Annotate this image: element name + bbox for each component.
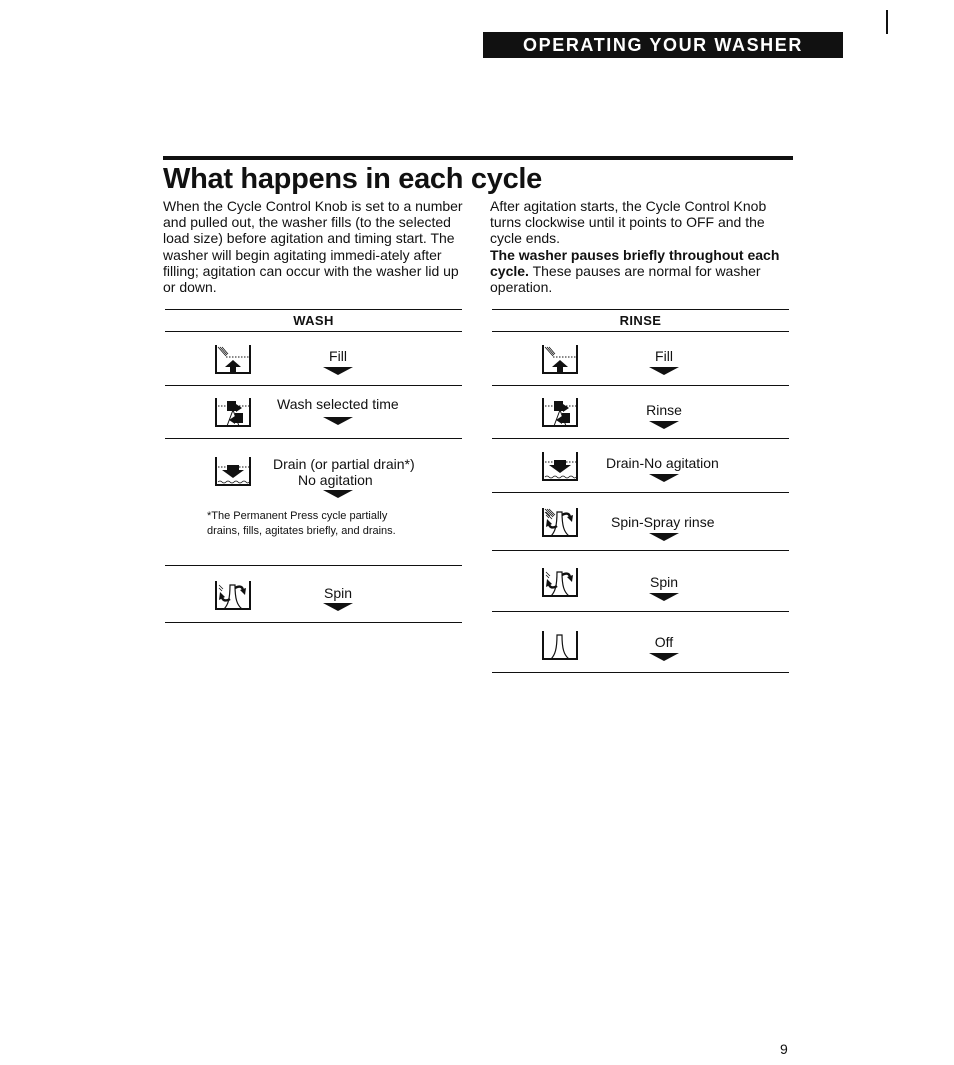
step-arrow-icon xyxy=(649,474,679,482)
wash-spin-label: Spin xyxy=(323,585,353,601)
wash-fill-row xyxy=(165,332,462,386)
intro-right-text: After agitation starts, the Cycle Control Knob turns clockwise until it points to OFF and the cycle ends. xyxy=(490,198,767,247)
wash-spin-row xyxy=(165,565,462,623)
edge-mark xyxy=(886,10,888,34)
wash-column xyxy=(165,309,462,623)
agitate-tub-icon xyxy=(213,396,253,428)
step-arrow-icon xyxy=(323,490,353,498)
wash-header: WASH xyxy=(165,309,462,332)
wash-drain-row xyxy=(165,439,462,551)
rinse-header: RINSE xyxy=(492,309,789,332)
step-arrow-icon xyxy=(649,367,679,375)
step-arrow-icon xyxy=(649,421,679,429)
wash-fill-label: Fill xyxy=(329,348,347,364)
rinse-drain-label: Drain-No agitation xyxy=(606,455,719,471)
wash-agitate-row xyxy=(165,386,462,439)
permanent-press-note xyxy=(207,509,396,539)
rinse-agitate-row xyxy=(492,386,789,439)
page-title: What happens in each cycle xyxy=(163,163,542,195)
pause-note-rest: These pauses are normal for washer operation. xyxy=(490,262,761,296)
step-arrow-icon xyxy=(323,603,353,611)
note-line-2: drains, fills, agitates briefly, and drains. xyxy=(207,525,396,537)
rinse-column xyxy=(492,309,789,673)
spin-spray-tub-icon xyxy=(540,506,580,538)
rinse-spin-row xyxy=(492,551,789,612)
intro-left-text: When the Cycle Control Knob is set to a number and pulled out, the washer fills (to the selected load size) before agitation and timing start. The washer will begin agitating immedi-ately after filling; agitation can occur with the washer lid up or down. xyxy=(163,198,463,296)
wash-no-agitation-label: No agitation xyxy=(298,472,373,488)
wash-drain-label: Drain (or partial drain*) xyxy=(273,456,415,472)
drain-tub-icon xyxy=(213,455,253,487)
intro-right xyxy=(490,198,790,295)
rinse-label: Rinse xyxy=(646,402,682,418)
rinse-off-label: Off xyxy=(654,634,674,650)
rinse-fill-row xyxy=(492,332,789,386)
step-arrow-icon xyxy=(323,367,353,375)
rinse-spin-spray-row xyxy=(492,493,789,551)
rinse-spin-label: Spin xyxy=(649,574,679,590)
drain-tub-icon xyxy=(540,450,580,482)
step-arrow-icon xyxy=(649,593,679,601)
pause-note xyxy=(490,247,790,296)
rinse-spin-spray-label: Spin-Spray rinse xyxy=(611,514,715,530)
rinse-off-row xyxy=(492,612,789,673)
note-line-1: *The Permanent Press cycle partially xyxy=(207,510,388,522)
step-arrow-icon xyxy=(649,533,679,541)
pause-note-bold: The washer pauses briefly throughout each cycle. xyxy=(490,246,780,279)
wash-time-label: Wash selected time xyxy=(277,396,399,412)
section-banner: OPERATING YOUR WASHER xyxy=(483,32,843,58)
intro-left xyxy=(163,198,463,295)
page-number: 9 xyxy=(780,1041,788,1057)
step-arrow-icon xyxy=(649,653,679,661)
step-arrow-icon xyxy=(323,417,353,425)
rinse-drain-row xyxy=(492,439,789,493)
rinse-fill-label: Fill xyxy=(655,348,673,364)
